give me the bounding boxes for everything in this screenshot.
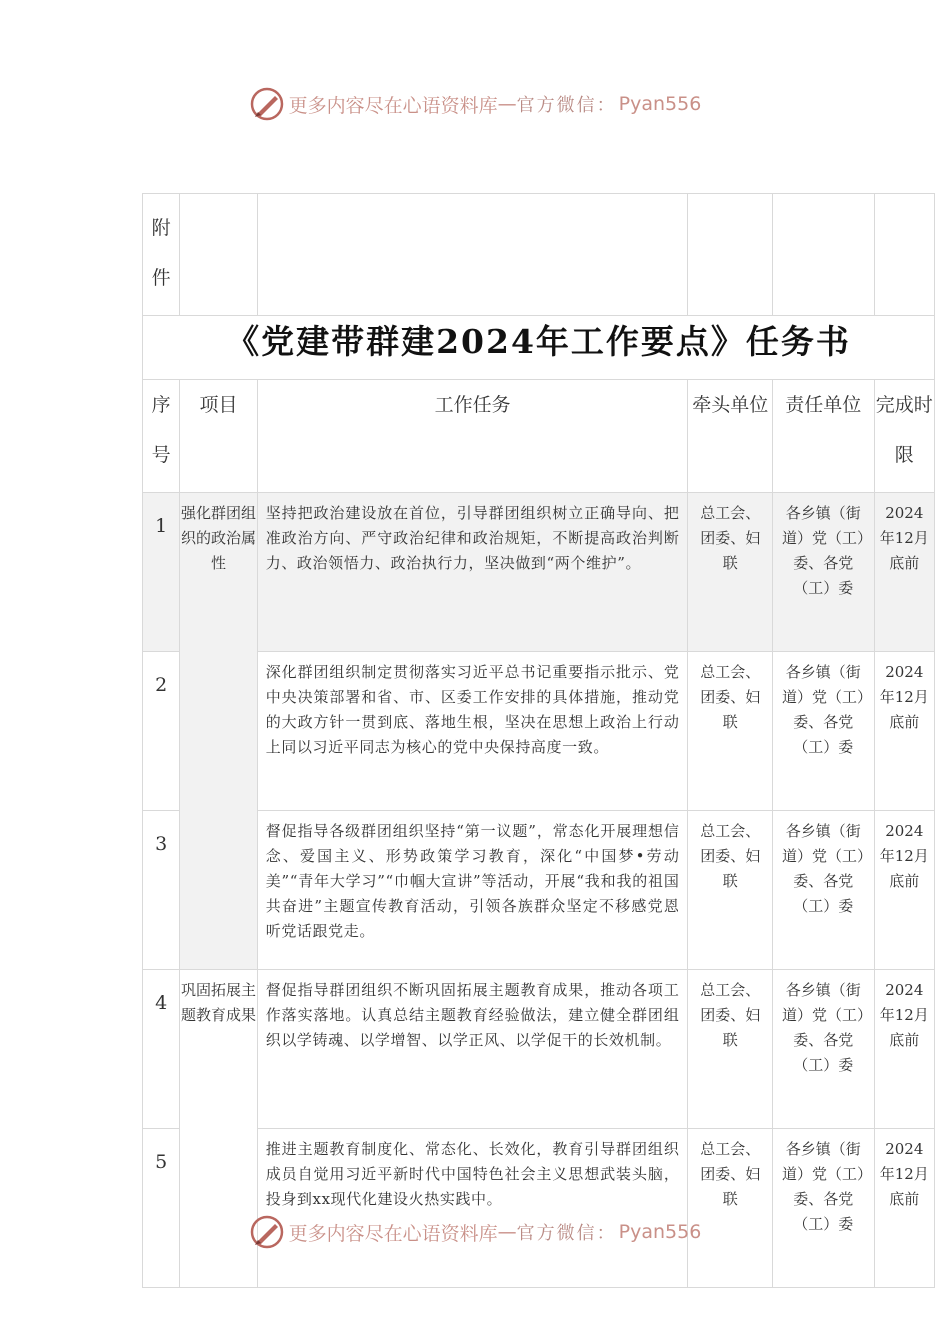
task-cell: 督促指导各级群团组织坚持“第一议题”，常态化开展理想信念、爱国主义、形势政策学习教育，深化“中国梦•劳动美”“青年大学习”“巾帼大宣讲”等活动，开展“我和我的祖国共奋进”主题宣传教育活动，引领各族群众坚定不移感党恩听党话跟党走。: [257, 811, 688, 970]
watermark-separator: —: [497, 1221, 517, 1243]
pen-logo-icon: [249, 1214, 285, 1250]
responsible-unit-cell: 各乡镇（街道）党（工）委、各党（工）委: [772, 493, 874, 652]
table-row: [143, 652, 935, 811]
title-row: [143, 316, 935, 380]
watermark-wechat-id: Pyan556: [618, 93, 702, 115]
responsible-unit-cell: 各乡镇（街道）党（工）委、各党（工）委: [772, 652, 874, 811]
task-cell: 深化群团组织制定贯彻落实习近平总书记重要指示批示、党中央决策部署和省、市、区委工作安排的具体措施，推动党的大政方针一贯到底、落地生根，坚决在思想上政治上行动上同以习近平同志为核心的党中央保持高度一致。: [257, 652, 688, 811]
row-number: 4: [143, 970, 180, 1129]
watermark-wechat-label: 官方微信：: [516, 1223, 617, 1244]
lead-unit-cell: 总工会、团委、妇联: [688, 652, 773, 811]
watermark-footer: [0, 1212, 950, 1252]
document-title: 《党建带群建2024年工作要点》任务书: [226, 322, 851, 361]
header-project: 项目: [180, 380, 257, 493]
header-row: [143, 380, 935, 493]
deadline-cell: 2024年12月底前: [874, 1129, 934, 1288]
deadline-cell: 2024年12月底前: [874, 811, 934, 970]
table-row: [143, 493, 935, 652]
responsible-unit-cell: 各乡镇（街道）党（工）委、各党（工）委: [772, 1129, 874, 1288]
watermark-wechat-label: 官方微信：: [516, 95, 617, 116]
row-number: 3: [143, 811, 180, 970]
row-number: 2: [143, 652, 180, 811]
table-row: [143, 970, 935, 1129]
attachment-label: 附件: [143, 194, 180, 316]
table-row: [143, 1129, 935, 1288]
lead-unit-cell: 总工会、团委、妇联: [688, 811, 773, 970]
header-deadline: 完成时限: [874, 380, 934, 493]
task-cell: 坚持把政治建设放在首位，引导群团组织树立正确导向、把准政治方向、严守政治纪律和政治规矩，不断提高政治判断力、政治领悟力、政治执行力，坚决做到“两个维护”。: [257, 493, 688, 652]
row-number: 5: [143, 1129, 180, 1288]
header-responsible: 责任单位: [772, 380, 874, 493]
header-no: 序号: [143, 380, 180, 493]
deadline-cell: 2024年12月底前: [874, 493, 934, 652]
attachment-row: [143, 194, 935, 316]
watermark-wechat-id: Pyan556: [618, 1221, 702, 1243]
task-table: [142, 193, 935, 1288]
table-row: [143, 811, 935, 970]
lead-unit-cell: 总工会、团委、妇联: [688, 970, 773, 1129]
project-cell: 强化群团组织的政治属性: [180, 493, 257, 970]
header-lead: 牵头单位: [688, 380, 773, 493]
watermark-text: 更多内容尽在心语资料库: [288, 1222, 498, 1245]
lead-unit-cell: 总工会、团委、妇联: [688, 493, 773, 652]
responsible-unit-cell: 各乡镇（街道）党（工）委、各党（工）委: [772, 970, 874, 1129]
responsible-unit-cell: 各乡镇（街道）党（工）委、各党（工）委: [772, 811, 874, 970]
header-task: 工作任务: [257, 380, 688, 493]
task-cell: 督促指导群团组织不断巩固拓展主题教育成果，推动各项工作落实落地。认真总结主题教育经验做法，建立健全群团组织以学铸魂、以学增智、以学正风、以学促干的长效机制。: [257, 970, 688, 1129]
watermark-text: 更多内容尽在心语资料库: [288, 94, 498, 117]
project-cell: 巩固拓展主题教育成果: [180, 970, 257, 1288]
pen-logo-icon: [249, 86, 285, 122]
row-number: 1: [143, 493, 180, 652]
deadline-cell: 2024年12月底前: [874, 652, 934, 811]
task-cell: 推进主题教育制度化、常态化、长效化，教育引导群团组织成员自觉用习近平新时代中国特色社会主义思想武装头脑，投身到xx现代化建设火热实践中。: [257, 1129, 688, 1288]
deadline-cell: 2024年12月底前: [874, 970, 934, 1129]
watermark-separator: —: [497, 93, 517, 115]
lead-unit-cell: 总工会、团委、妇联: [688, 1129, 773, 1288]
watermark-header: [0, 84, 950, 124]
